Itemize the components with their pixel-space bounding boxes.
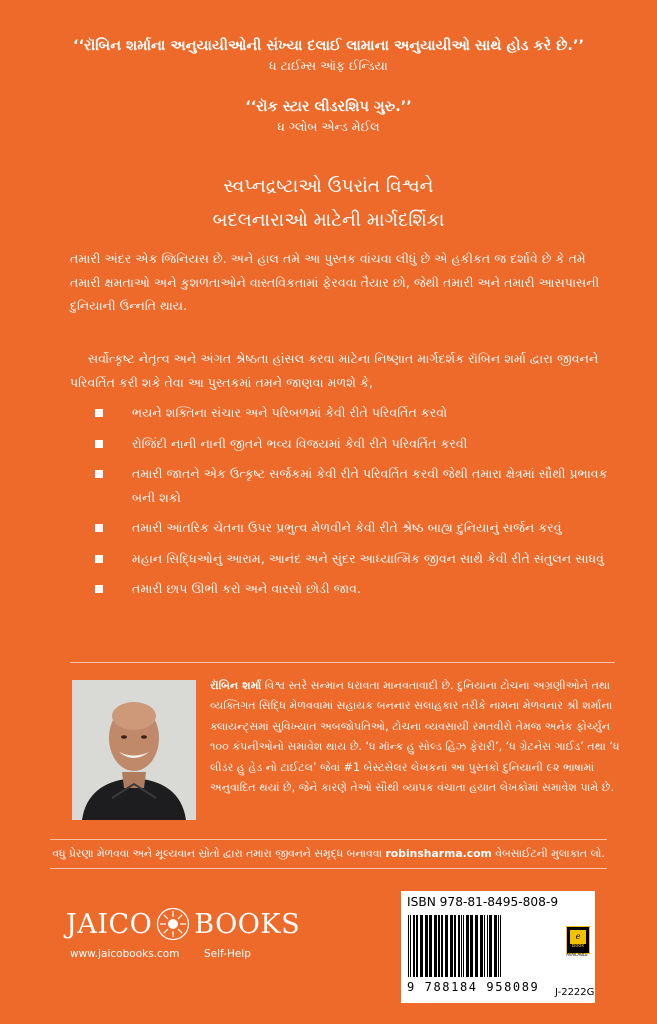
barcode-bar [500, 915, 501, 977]
ebook-e-icon: e [570, 930, 586, 944]
list-item: ભયને શક્તિના સંચાર અને પરિબળમાં કેવી રીતે પરિવર્તિત કરવો [95, 401, 615, 425]
author-bio-text: વિશ્વ સ્તરે સન્માન ધરાવતા માનવતાવાદી છે. દુનિયાના ટોચના અગ્રણીઓને તથા વ્યક્તિગત સિદ્ધિ મેળવવામાં સહાયક બનનાર સલાહકાર તરીકે નામના મેળવનાર શ્રી શર્માના ક્લાયન્ટ્સમાં સુવિખ્યાત અબજોપતિઓ, ટોચના વ્યવસાયી રમતવીરો તેમજ અનેક ફોર્ચ્યુન ૧૦૦ કંપનીઓનો સમાવેશ થાય છે. ‘ધ મૉન્ક હુ સોલ્ડ હિઝ ફેરારી’, ‘ધ ગ્રેટનેસ ગાઈડ’ તથા ‘ધ લીડર હુ હેડ નો ટાઈટલ’ જેવાં #1 બેસ્ટસેલર લેખકનાં આ પુસ્તકો દુનિયાની ૯૨ ભાષામાં અનુવાદિત થયાં છે, જેને કારણે તેઓ સૌથી વ્યાપક વંચાતા હયાત લેખકોમાં સમાવેશ પામે છે. [210, 679, 620, 795]
barcode-bar [494, 915, 497, 977]
barcode-bar [470, 915, 473, 977]
list-item: તમારી આંતરિક ચેતના ઉપર પ્રભુત્વ મેળવીને કેવી રીતે શ્રેષ્ઠ બાહ્ય દુનિયાનું સર્જન કરવું [95, 516, 615, 540]
barcode-bar [408, 915, 409, 977]
sun-emblem-icon [156, 907, 190, 941]
barcode-bar [484, 915, 485, 977]
intro-paragraph: તમારી અંદર એક જિનિયસ છે. અને હાલ તમે આ પુસ્તક વાંચવા લીધું છે એ હકીકત જ દર્શાવે છે કે તમે તમારી ક્ષમતાઓ અને કુશળતાઓને વાસ્તવિકતામાં ફેરવવા તૈયાર છો, જેથી તમારી અને તમારી આસપાસની દુનિયાની ઉન્નતિ થાય. [70, 251, 600, 313]
product-code: J-2222G [555, 987, 595, 998]
barcode-bar [454, 915, 456, 977]
barcode-bar [429, 915, 432, 977]
barcode-bar [475, 915, 478, 977]
isbn-label: ISBN 978-81-8495-808-9 [407, 895, 559, 909]
barcode-bar [487, 915, 488, 977]
quote-1 [0, 38, 657, 74]
website-bar-suffix: વેબસાઈટની મુલાકાત લો. [491, 847, 605, 860]
publisher-website[interactable]: www.jaicobooks.com [70, 948, 180, 960]
barcode-bar [410, 915, 411, 977]
quote-2-text: ‘‘રૉક સ્ટાર લીડરશિપ ગુરુ.’’ [245, 99, 412, 115]
barcode-bar [461, 915, 462, 977]
ebook-badge [566, 926, 590, 954]
ebook-label: Book [571, 943, 585, 949]
website-bar-prefix: વધુ પ્રેરણા મેળવવા અને મૂલ્યવાન સ્રોતો દ્વારા તમારા જીવનને સમૃદ્ધ બનાવવા [52, 847, 386, 860]
quote-1-text: ‘‘રૉબિન શર્માના અનુયાયીઓની સંખ્યા દલાઈ લામાના અનુયાયીઓ સાથે હોડ કરે છે.’’ [73, 38, 584, 54]
barcode-bar [441, 915, 443, 977]
barcode-digits: 9 788184 958089 [407, 980, 540, 994]
author-bio [210, 676, 620, 798]
subtitle-line-2: બદલનારાઓ માટેની માર્ગદર્શિકા [212, 210, 445, 231]
subtitle [0, 170, 657, 238]
list-item: તમારી જાતને એક ઉત્કૃષ્ટ સર્જકમાં કેવી રીતે પરિવર્તિત કરવી જેથી તમારા ક્ષેત્રમાં સૌથી પ્રભાવક બની શકો [95, 462, 615, 509]
barcode-bar [480, 915, 483, 977]
publisher-name-right: BOOKS [194, 908, 301, 940]
barcode-bar [498, 915, 499, 977]
barcode-bar [420, 915, 423, 977]
isbn-barcode [408, 915, 558, 977]
quote-2 [0, 99, 657, 135]
website-bar [50, 839, 607, 869]
author-name: રૉબિન શર્મા [210, 679, 262, 692]
ebook-available-label: AVAILABLE [566, 952, 588, 957]
section-divider [70, 662, 615, 663]
quote-1-source: ધ ટાઈમ્સ ઑફ ઈન્ડિયા [269, 58, 388, 73]
publisher-logo [66, 906, 300, 942]
book-category: Self-Help [204, 948, 251, 960]
barcode-bar [489, 915, 492, 977]
barcode-bar [434, 915, 437, 977]
list-item: મહાન સિદ્ધિઓનું આરામ, આનંદ અને સુંદર આધ્યાત્મિક જીવન સાથે કેવી રીતે સંતુલન સાધવું [95, 547, 615, 571]
quote-2-source: ધ ગ્લોબ એન્ડ મેઈલ [277, 119, 380, 134]
feature-list [95, 401, 615, 608]
barcode-bar [458, 915, 460, 977]
list-item: રોજિંદી નાની નાની જીતને ભવ્ય વિજયમાં કેવી રીતે પરિવર્તિત કરવી [95, 432, 615, 456]
barcode-bar [413, 915, 415, 977]
lead-paragraph: સર્વોત્કૃષ્ટ નેતૃત્વ અને અંગત શ્રેષ્ઠતા હાંસલ કરવા માટેના નિષ્ણાત માર્ગદર્શક રૉબિન શર્મા દ્વારા જીવનને પરિવર્તિત કરી શકે તેવા આ પુસ્તકમાં તમને જાણવા મળશે કે, [70, 351, 599, 390]
author-photo [72, 680, 196, 820]
barcode-bar [416, 915, 418, 977]
publisher-name-left: JAICO [66, 908, 153, 940]
list-item: તમારી છાપ ઊભી કરો અને વારસો છોડી જાવ. [95, 577, 615, 601]
barcode-bar [450, 915, 453, 977]
author-website-link[interactable]: robinsharma.com [385, 847, 492, 860]
barcode-bar [466, 915, 469, 977]
barcode-bar [425, 915, 428, 977]
subtitle-line-1: સ્વપ્નદ્રષ્ટાઓ ઉપરાંત વિશ્વને [223, 176, 434, 197]
barcode-bar [463, 915, 464, 977]
barcode-bar [438, 915, 440, 977]
author-portrait-image [72, 680, 196, 820]
barcode-bar [445, 915, 448, 977]
